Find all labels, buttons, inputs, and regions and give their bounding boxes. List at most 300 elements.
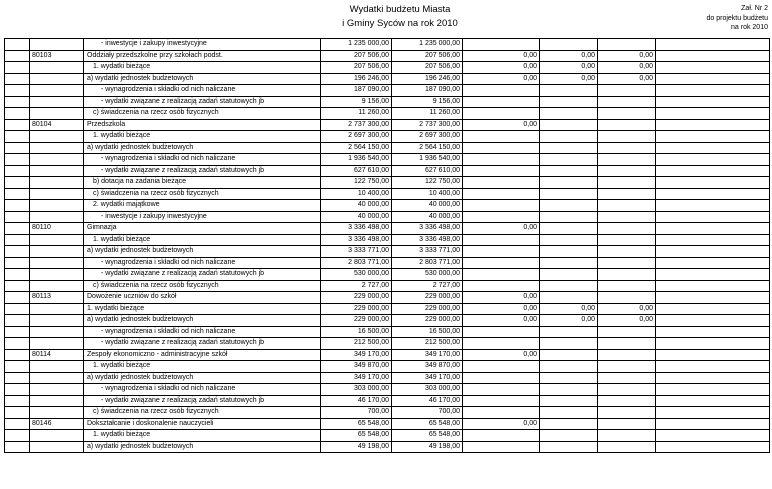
amount-cell (540, 39, 598, 51)
amount-cell: 187 090,00 (321, 85, 392, 97)
empty-cell (656, 108, 770, 120)
table-row (5, 395, 770, 407)
amount-cell: 16 500,00 (321, 326, 392, 338)
amount-cell (463, 188, 540, 200)
section-code-cell (30, 154, 84, 166)
table-row (5, 50, 770, 62)
row-marker-cell (5, 85, 30, 97)
amount-cell: 65 548,00 (321, 418, 392, 430)
amount-cell (540, 131, 598, 143)
amount-cell (540, 384, 598, 396)
amount-cell: 40 000,00 (321, 200, 392, 212)
empty-cell (656, 246, 770, 258)
row-marker-cell (5, 384, 30, 396)
amount-cell: 349 870,00 (392, 361, 463, 373)
amount-cell (598, 154, 656, 166)
description-cell: a) wydatki jednostek budżetowych (84, 372, 321, 384)
section-code-cell (30, 257, 84, 269)
amount-cell (463, 85, 540, 97)
table-row (5, 246, 770, 258)
row-marker-cell (5, 211, 30, 223)
section-code-cell (30, 234, 84, 246)
row-marker-cell (5, 441, 30, 453)
description-cell: - wydatki związane z realizacją zadań statutowych jb (84, 395, 321, 407)
amount-cell: 10 400,00 (321, 188, 392, 200)
row-marker-cell (5, 303, 30, 315)
amount-cell (598, 269, 656, 281)
amount-cell (540, 211, 598, 223)
section-code-cell (30, 108, 84, 120)
empty-cell (656, 211, 770, 223)
section-code-cell (30, 384, 84, 396)
description-cell: - wynagrodzenia i składki od nich naliczane (84, 257, 321, 269)
empty-cell (656, 119, 770, 131)
row-marker-cell (5, 39, 30, 51)
amount-cell (598, 361, 656, 373)
amount-cell: 0,00 (463, 73, 540, 85)
amount-cell (598, 395, 656, 407)
amount-cell (463, 200, 540, 212)
amount-cell (463, 326, 540, 338)
amount-cell: 3 333 771,00 (321, 246, 392, 258)
amount-cell: 0,00 (463, 418, 540, 430)
amount-cell (598, 96, 656, 108)
description-cell: Dokształcanie i doskonalenie nauczycieli (84, 418, 321, 430)
section-code-cell: 80146 (30, 418, 84, 430)
amount-cell (540, 188, 598, 200)
description-cell: - inwestycje i zakupy inwestycyjne (84, 211, 321, 223)
amount-cell (540, 361, 598, 373)
section-code-cell (30, 73, 84, 85)
amount-cell: 11 260,00 (392, 108, 463, 120)
row-marker-cell (5, 430, 30, 442)
amount-cell: 2 737 300,00 (321, 119, 392, 131)
amount-cell: 40 000,00 (392, 200, 463, 212)
amount-cell: 229 000,00 (321, 303, 392, 315)
amount-cell (598, 200, 656, 212)
amount-cell: 65 548,00 (321, 430, 392, 442)
amount-cell (540, 119, 598, 131)
amount-cell (463, 384, 540, 396)
table-row (5, 223, 770, 235)
empty-cell (656, 441, 770, 453)
amount-cell (463, 407, 540, 419)
amount-cell (463, 338, 540, 350)
amount-cell (540, 338, 598, 350)
description-cell: - wynagrodzenia i składki od nich naliczane (84, 154, 321, 166)
description-cell: Dowożenie uczniów do szkół (84, 292, 321, 304)
amount-cell (540, 257, 598, 269)
amount-cell (598, 177, 656, 189)
amount-cell: 0,00 (540, 315, 598, 327)
section-code-cell (30, 62, 84, 74)
amount-cell (463, 234, 540, 246)
row-marker-cell (5, 326, 30, 338)
row-marker-cell (5, 142, 30, 154)
section-code-cell (30, 372, 84, 384)
amount-cell: 1 235 000,00 (392, 39, 463, 51)
amount-cell: 0,00 (463, 119, 540, 131)
section-code-cell: 80113 (30, 292, 84, 304)
amount-cell (540, 108, 598, 120)
amount-cell: 46 170,00 (321, 395, 392, 407)
amount-cell: 349 170,00 (321, 372, 392, 384)
table-row (5, 430, 770, 442)
table-row (5, 292, 770, 304)
description-cell: 1. wydatki bieżące (84, 430, 321, 442)
section-code-cell (30, 269, 84, 281)
amount-cell (463, 96, 540, 108)
table-row (5, 280, 770, 292)
amount-cell (540, 177, 598, 189)
amount-cell (598, 108, 656, 120)
amount-cell (463, 154, 540, 166)
section-code-cell (30, 303, 84, 315)
section-code-cell (30, 200, 84, 212)
amount-cell (598, 430, 656, 442)
amount-cell: 2 564 150,00 (321, 142, 392, 154)
description-cell: Przedszkola (84, 119, 321, 131)
amount-cell: 65 548,00 (392, 430, 463, 442)
description-cell: 1. wydatki bieżące (84, 361, 321, 373)
amount-cell: 0,00 (463, 292, 540, 304)
section-code-cell (30, 177, 84, 189)
amount-cell (463, 441, 540, 453)
amount-cell (463, 165, 540, 177)
amount-cell (598, 292, 656, 304)
amount-cell: 229 000,00 (392, 303, 463, 315)
amount-cell (463, 108, 540, 120)
row-marker-cell (5, 361, 30, 373)
description-cell: - wydatki związane z realizacją zadań statutowych jb (84, 96, 321, 108)
empty-cell (656, 96, 770, 108)
amount-cell: 349 170,00 (392, 372, 463, 384)
amount-cell (540, 418, 598, 430)
row-marker-cell (5, 188, 30, 200)
amount-cell: 0,00 (463, 303, 540, 315)
amount-cell (540, 441, 598, 453)
table-row (5, 315, 770, 327)
description-cell: 1. wydatki bieżące (84, 62, 321, 74)
amount-cell: 530 000,00 (392, 269, 463, 281)
amount-cell (463, 177, 540, 189)
title-line-1: Wydatki budżetu Miasta (349, 4, 451, 15)
amount-cell (598, 418, 656, 430)
amount-cell (540, 372, 598, 384)
row-marker-cell (5, 50, 30, 62)
description-cell: c) świadczenia na rzecz osób fizycznych (84, 407, 321, 419)
amount-cell: 627 610,00 (392, 165, 463, 177)
row-marker-cell (5, 177, 30, 189)
amount-cell (463, 246, 540, 258)
amount-cell (598, 39, 656, 51)
empty-cell (656, 234, 770, 246)
amount-cell: 3 336 498,00 (321, 234, 392, 246)
section-code-cell (30, 246, 84, 258)
description-cell: Gimnazja (84, 223, 321, 235)
amount-cell (540, 234, 598, 246)
description-cell: 1. wydatki bieżące (84, 131, 321, 143)
table-row (5, 349, 770, 361)
amount-cell: 2 727,00 (392, 280, 463, 292)
amount-cell (463, 211, 540, 223)
row-marker-cell (5, 96, 30, 108)
note-line-2: do projektu budżetu (706, 14, 768, 22)
table-row (5, 108, 770, 120)
amount-cell: 122 750,00 (392, 177, 463, 189)
amount-cell (540, 154, 598, 166)
description-cell: a) wydatki jednostek budżetowych (84, 315, 321, 327)
amount-cell: 2 697 300,00 (321, 131, 392, 143)
table-row (5, 326, 770, 338)
amount-cell: 196 246,00 (392, 73, 463, 85)
row-marker-cell (5, 292, 30, 304)
empty-cell (656, 303, 770, 315)
amount-cell (598, 234, 656, 246)
description-cell: a) wydatki jednostek budżetowych (84, 73, 321, 85)
row-marker-cell (5, 62, 30, 74)
amount-cell (598, 142, 656, 154)
section-code-cell (30, 211, 84, 223)
empty-cell (656, 430, 770, 442)
amount-cell: 3 336 498,00 (321, 223, 392, 235)
empty-cell (656, 280, 770, 292)
row-marker-cell (5, 372, 30, 384)
table-row (5, 361, 770, 373)
amount-cell (598, 257, 656, 269)
empty-cell (656, 50, 770, 62)
table-row (5, 39, 770, 51)
amount-cell: 2 727,00 (321, 280, 392, 292)
table-row (5, 165, 770, 177)
description-cell: - wydatki związane z realizacją zadań statutowych jb (84, 165, 321, 177)
amount-cell (540, 165, 598, 177)
description-cell: 2. wydatki majątkowe (84, 200, 321, 212)
description-cell: - wynagrodzenia i składki od nich naliczane (84, 326, 321, 338)
section-code-cell (30, 315, 84, 327)
empty-cell (656, 39, 770, 51)
row-marker-cell (5, 73, 30, 85)
description-cell: Oddziały przedszkolne przy szkołach podst. (84, 50, 321, 62)
description-cell: 1. wydatki bieżące (84, 234, 321, 246)
description-cell: - wydatki związane z realizacją zadań statutowych jb (84, 338, 321, 350)
amount-cell (540, 142, 598, 154)
empty-cell (656, 361, 770, 373)
row-marker-cell (5, 119, 30, 131)
amount-cell (463, 257, 540, 269)
amount-cell: 0,00 (540, 50, 598, 62)
amount-cell (540, 85, 598, 97)
amount-cell: 2 803 771,00 (321, 257, 392, 269)
amount-cell: 1 936 540,00 (392, 154, 463, 166)
section-code-cell: 80104 (30, 119, 84, 131)
empty-cell (656, 349, 770, 361)
section-code-cell (30, 96, 84, 108)
table-row (5, 418, 770, 430)
amount-cell: 0,00 (540, 73, 598, 85)
row-marker-cell (5, 223, 30, 235)
section-code-cell (30, 361, 84, 373)
row-marker-cell (5, 407, 30, 419)
amount-cell: 0,00 (540, 62, 598, 74)
description-cell: - wynagrodzenia i składki od nich naliczane (84, 384, 321, 396)
amount-cell: 65 548,00 (392, 418, 463, 430)
amount-cell: 2 737 300,00 (392, 119, 463, 131)
amount-cell: 16 500,00 (392, 326, 463, 338)
amount-cell (598, 165, 656, 177)
description-cell: Zespoły ekonomiczno - administracyjne szkół (84, 349, 321, 361)
amount-cell (598, 246, 656, 258)
amount-cell: 10 400,00 (392, 188, 463, 200)
amount-cell (463, 39, 540, 51)
table-row (5, 372, 770, 384)
amount-cell: 0,00 (598, 315, 656, 327)
row-marker-cell (5, 349, 30, 361)
description-cell: a) wydatki jednostek budżetowych (84, 142, 321, 154)
amount-cell (463, 131, 540, 143)
amount-cell: 207 506,00 (392, 50, 463, 62)
empty-cell (656, 142, 770, 154)
amount-cell: 700,00 (321, 407, 392, 419)
amount-cell: 303 000,00 (321, 384, 392, 396)
amount-cell (598, 407, 656, 419)
row-marker-cell (5, 246, 30, 258)
table-row (5, 73, 770, 85)
row-marker-cell (5, 338, 30, 350)
amount-cell: 349 170,00 (321, 349, 392, 361)
amount-cell: 46 170,00 (392, 395, 463, 407)
empty-cell (656, 62, 770, 74)
description-cell: - inwestycje i zakupy inwestycyjne (84, 39, 321, 51)
empty-cell (656, 326, 770, 338)
amount-cell: 9 156,00 (392, 96, 463, 108)
row-marker-cell (5, 131, 30, 143)
amount-cell: 0,00 (598, 50, 656, 62)
empty-cell (656, 372, 770, 384)
amount-cell (540, 223, 598, 235)
table-row (5, 188, 770, 200)
section-code-cell (30, 188, 84, 200)
amount-cell (540, 246, 598, 258)
table-row (5, 269, 770, 281)
amount-cell: 207 506,00 (392, 62, 463, 74)
row-marker-cell (5, 395, 30, 407)
row-marker-cell (5, 154, 30, 166)
section-code-cell (30, 280, 84, 292)
amount-cell: 229 000,00 (392, 315, 463, 327)
amount-cell: 1 936 540,00 (321, 154, 392, 166)
description-cell: b) dotacja na zadania bieżące (84, 177, 321, 189)
amount-cell: 229 000,00 (321, 315, 392, 327)
row-marker-cell (5, 108, 30, 120)
empty-cell (656, 292, 770, 304)
empty-cell (656, 384, 770, 396)
amount-cell (463, 361, 540, 373)
amount-cell (463, 395, 540, 407)
amount-cell (598, 223, 656, 235)
amount-cell (598, 85, 656, 97)
amount-cell (540, 292, 598, 304)
amount-cell: 3 336 498,00 (392, 223, 463, 235)
note-line-1: Zał. Nr 2 (741, 5, 768, 12)
empty-cell (656, 85, 770, 97)
amount-cell: 212 500,00 (321, 338, 392, 350)
section-code-cell (30, 39, 84, 51)
amount-cell (463, 142, 540, 154)
amount-cell: 229 000,00 (392, 292, 463, 304)
amount-cell (598, 372, 656, 384)
amount-cell: 3 336 498,00 (392, 234, 463, 246)
amount-cell: 40 000,00 (321, 211, 392, 223)
amount-cell (598, 441, 656, 453)
amount-cell: 9 156,00 (321, 96, 392, 108)
section-code-cell (30, 338, 84, 350)
amount-cell (598, 384, 656, 396)
document-title (300, 3, 500, 31)
amount-cell: 187 090,00 (392, 85, 463, 97)
amount-cell: 0,00 (463, 349, 540, 361)
empty-cell (656, 223, 770, 235)
description-cell: a) wydatki jednostek budżetowych (84, 246, 321, 258)
amount-cell (463, 430, 540, 442)
description-cell: - wynagrodzenia i składki od nich naliczane (84, 85, 321, 97)
row-marker-cell (5, 280, 30, 292)
empty-cell (656, 315, 770, 327)
description-cell: c) świadczenia na rzecz osób fizycznych (84, 280, 321, 292)
section-code-cell (30, 441, 84, 453)
amount-cell (540, 96, 598, 108)
amount-cell: 0,00 (463, 223, 540, 235)
amount-cell: 627 610,00 (321, 165, 392, 177)
empty-cell (656, 131, 770, 143)
amount-cell: 1 235 000,00 (321, 39, 392, 51)
amount-cell: 2 697 300,00 (392, 131, 463, 143)
amount-cell (598, 188, 656, 200)
empty-cell (656, 257, 770, 269)
amount-cell (540, 407, 598, 419)
amount-cell: 229 000,00 (321, 292, 392, 304)
description-cell: c) świadczenia na rzecz osób fizycznych (84, 188, 321, 200)
attachment-note (707, 4, 769, 33)
table-row (5, 142, 770, 154)
table-row (5, 131, 770, 143)
section-code-cell (30, 142, 84, 154)
amount-cell (540, 430, 598, 442)
table-row (5, 303, 770, 315)
budget-table (4, 38, 770, 453)
row-marker-cell (5, 200, 30, 212)
amount-cell (598, 119, 656, 131)
amount-cell: 40 000,00 (392, 211, 463, 223)
amount-cell: 0,00 (463, 315, 540, 327)
amount-cell (540, 326, 598, 338)
amount-cell (540, 349, 598, 361)
amount-cell (540, 280, 598, 292)
section-code-cell (30, 326, 84, 338)
empty-cell (656, 154, 770, 166)
row-marker-cell (5, 234, 30, 246)
amount-cell (598, 280, 656, 292)
amount-cell: 0,00 (598, 303, 656, 315)
section-code-cell (30, 395, 84, 407)
description-cell: c) świadczenia na rzecz osób fizycznych (84, 108, 321, 120)
amount-cell: 303 000,00 (392, 384, 463, 396)
amount-cell (598, 211, 656, 223)
empty-cell (656, 395, 770, 407)
amount-cell (598, 338, 656, 350)
empty-cell (656, 200, 770, 212)
table-row (5, 407, 770, 419)
